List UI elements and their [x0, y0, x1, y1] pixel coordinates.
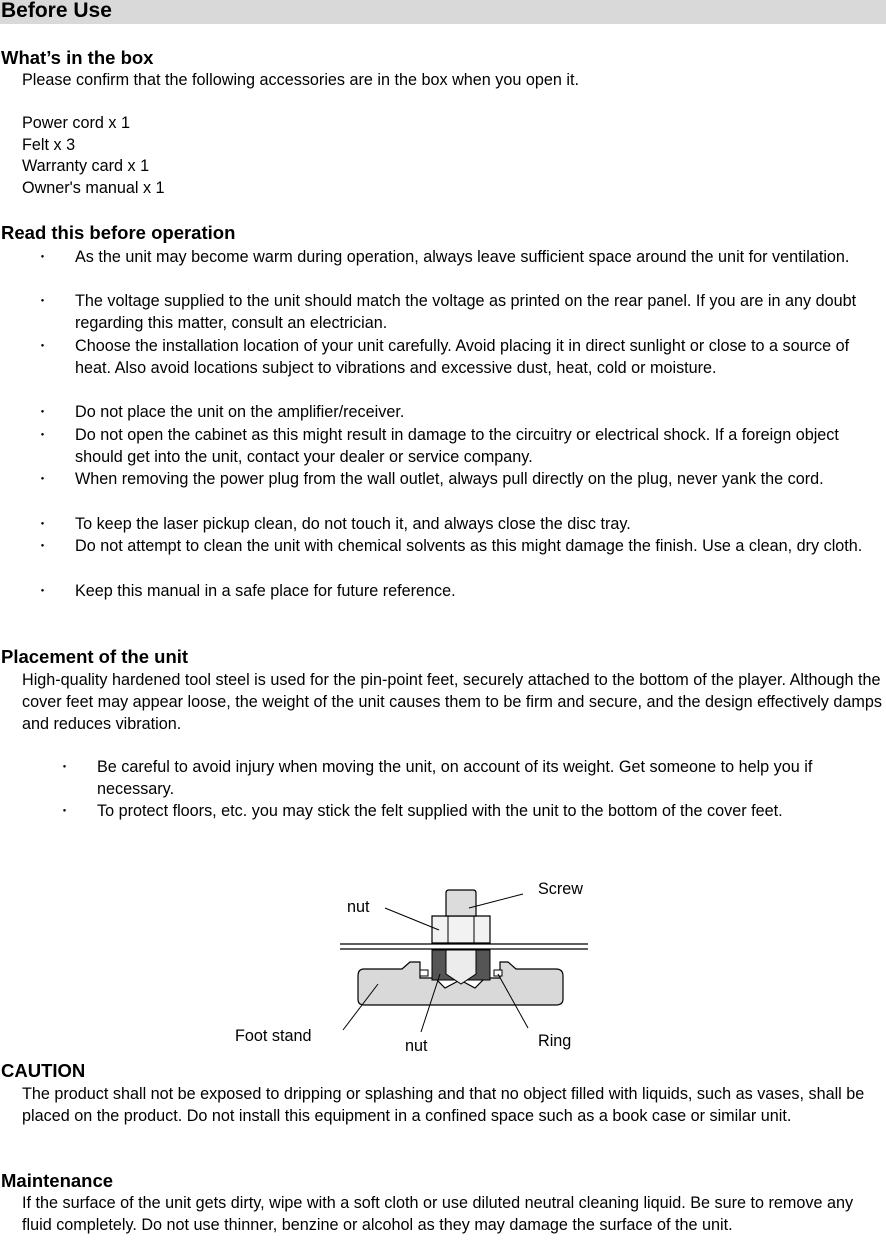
ring-right [494, 970, 502, 976]
box-item: Owner's manual x 1 [22, 178, 165, 197]
bullet-marker: ･ [39, 538, 46, 554]
operation-bullet: To keep the laser pickup clean, do not touch it, and always close the disc tray. [75, 515, 631, 533]
placement-bullet: Be careful to avoid injury when moving the unit, on account of its weight. Get someone to help you if necessary. [97, 758, 813, 798]
bullet-marker: ･ [39, 516, 46, 532]
operation-bullet: When removing the power plug from the wall outlet, always pull directly on the plug, never yank the cord. [75, 470, 824, 488]
foot-diagram [220, 870, 600, 1060]
bullet-marker: ･ [39, 427, 46, 443]
maintenance-paragraph: If the surface of the unit gets dirty, wipe with a soft cloth or use diluted neutral cleaning liquid. Be sure to remove any fluid completely. Do not use thinner, benzine or alcohol as they may damage the surface of the unit. [22, 1194, 854, 1234]
operation-bullet: Do not place the unit on the amplifier/receiver. [75, 403, 405, 421]
box-item: Felt x 3 [22, 135, 76, 154]
operation-bullet: Keep this manual in a safe place for future reference. [75, 582, 456, 600]
page-title: Before Use [1, 0, 112, 22]
bullet-marker: ･ [61, 759, 68, 775]
caution-heading: CAUTION [1, 1060, 86, 1081]
leader-nut-top [385, 908, 439, 930]
box-item: Warranty card x 1 [22, 157, 150, 175]
label-foot-stand: Foot stand [235, 1027, 312, 1045]
screw-head-shape [446, 890, 476, 916]
leader-screw [469, 894, 523, 908]
operation-bullet: Do not attempt to clean the unit with chemical solvents as this might damage the finish. Use a clean, dry cloth. [75, 537, 863, 555]
bullet-marker: ･ [39, 338, 46, 354]
bullet-marker: ･ [39, 583, 46, 599]
ring-left [420, 970, 428, 976]
placement-bullet: To protect floors, etc. you may stick the felt supplied with the unit to the bottom of the cover feet. [97, 802, 783, 820]
bullet-marker: ･ [39, 249, 46, 265]
bullet-marker: ･ [61, 803, 68, 819]
bullet-marker: ･ [39, 404, 46, 420]
operation-heading: Read this before operation [1, 222, 236, 243]
operation-bullet: As the unit may become warm during operation, always leave sufficient space around the unit for ventilation. [75, 248, 850, 266]
box-item: Power cord x 1 [22, 114, 130, 132]
label-nut-top: nut [347, 898, 370, 916]
bullet-marker: ･ [39, 293, 46, 309]
caution-paragraph: The product shall not be exposed to dripping or splashing and that no object filled with liquids, such as vases, shall be placed on the product. Do not install this equipment in a confined space such as a book case or similar unit. [22, 1085, 865, 1125]
operation-bullet: Choose the installation location of your unit carefully. Avoid placing it in direct sunlight or close to a source of heat. Also avoid locations subject to vibrations and excessive dust, heat, cold or moisture. [75, 337, 850, 377]
operation-bullet: The voltage supplied to the unit should match the voltage as printed on the rear panel. If you are in any doubt regarding this matter, consult an electrician. [75, 292, 857, 332]
section-banner [0, 0, 886, 24]
maintenance-heading: Maintenance [1, 1170, 114, 1191]
bullet-marker: ･ [39, 471, 46, 487]
box-intro: Please confirm that the following accessories are in the box when you open it. [22, 71, 579, 89]
label-nut-bottom: nut [405, 1037, 428, 1055]
placement-heading: Placement of the unit [1, 646, 189, 667]
placement-paragraph: High-quality hardened tool steel is used for the pin-point feet, securely attached to the bottom of the player. Although the cover feet may appear loose, the weight of the unit causes them to be firm and secure, and the design effectively damps and reduces vibration. [22, 671, 882, 733]
box-heading: What’s in the box [1, 47, 154, 68]
label-screw: Screw [538, 880, 583, 898]
upper-nut-shape [432, 916, 490, 943]
label-ring: Ring [538, 1032, 572, 1050]
operation-bullet: Do not open the cabinet as this might result in damage to the circuitry or electrical shock. If a foreign object should get into the unit, contact your dealer or service company. [75, 426, 839, 466]
